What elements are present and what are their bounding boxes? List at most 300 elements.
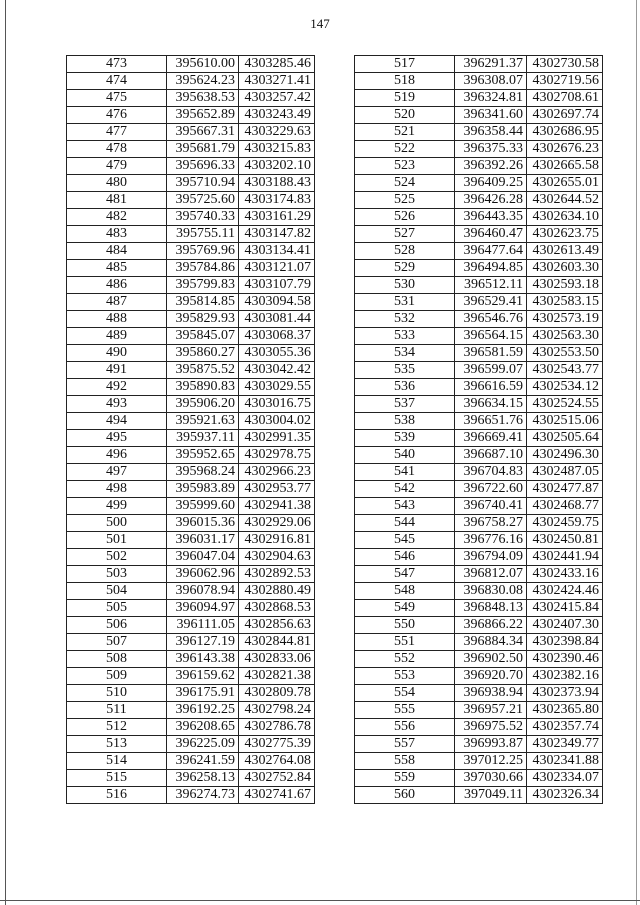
table-row: [355, 651, 603, 668]
table-row: [67, 617, 315, 634]
table-row: [355, 753, 603, 770]
table-row: [67, 753, 315, 770]
point-number-cell: 510: [67, 685, 167, 702]
point-number-cell: 484: [67, 243, 167, 260]
y-coordinate-cell: 4302634.10: [527, 209, 603, 226]
point-number-cell: 480: [67, 175, 167, 192]
x-coordinate-cell: 396062.96: [167, 566, 239, 583]
point-number-cell: 520: [355, 107, 455, 124]
point-number-cell: 526: [355, 209, 455, 226]
point-number-cell: 547: [355, 566, 455, 583]
y-coordinate-cell: 4302398.84: [527, 634, 603, 651]
table-row: [355, 243, 603, 260]
point-number-cell: 531: [355, 294, 455, 311]
x-coordinate-cell: 396512.11: [455, 277, 527, 294]
y-coordinate-cell: 4303107.79: [239, 277, 315, 294]
y-coordinate-cell: 4302697.74: [527, 107, 603, 124]
y-coordinate-cell: 4303068.37: [239, 328, 315, 345]
x-coordinate-cell: 396776.16: [455, 532, 527, 549]
y-coordinate-cell: 4302373.94: [527, 685, 603, 702]
y-coordinate-cell: 4302676.23: [527, 141, 603, 158]
y-coordinate-cell: 4303004.02: [239, 413, 315, 430]
y-coordinate-cell: 4303215.83: [239, 141, 315, 158]
point-number-cell: 533: [355, 328, 455, 345]
point-number-cell: 560: [355, 787, 455, 804]
y-coordinate-cell: 4302719.56: [527, 73, 603, 90]
point-number-cell: 516: [67, 787, 167, 804]
point-number-cell: 491: [67, 362, 167, 379]
point-number-cell: 527: [355, 226, 455, 243]
x-coordinate-cell: 395755.11: [167, 226, 239, 243]
point-number-cell: 503: [67, 566, 167, 583]
table-row: [355, 787, 603, 804]
x-coordinate-cell: 396651.76: [455, 413, 527, 430]
x-coordinate-cell: 396581.59: [455, 345, 527, 362]
x-coordinate-cell: 395652.89: [167, 107, 239, 124]
page-right-edge: [636, 0, 637, 905]
x-coordinate-cell: 396812.07: [455, 566, 527, 583]
point-number-cell: 490: [67, 345, 167, 362]
point-number-cell: 514: [67, 753, 167, 770]
x-coordinate-cell: 396740.41: [455, 498, 527, 515]
x-coordinate-cell: 395829.93: [167, 311, 239, 328]
x-coordinate-cell: 395906.20: [167, 396, 239, 413]
x-coordinate-cell: 396616.59: [455, 379, 527, 396]
point-number-cell: 538: [355, 413, 455, 430]
x-coordinate-cell: 396704.83: [455, 464, 527, 481]
table-row: [355, 362, 603, 379]
y-coordinate-cell: 4302390.46: [527, 651, 603, 668]
table-row: [67, 719, 315, 736]
y-coordinate-cell: 4302543.77: [527, 362, 603, 379]
point-number-cell: 524: [355, 175, 455, 192]
y-coordinate-cell: 4302553.50: [527, 345, 603, 362]
x-coordinate-cell: 395696.33: [167, 158, 239, 175]
table-row: [67, 141, 315, 158]
point-number-cell: 505: [67, 600, 167, 617]
table-row: [355, 141, 603, 158]
x-coordinate-cell: 395799.83: [167, 277, 239, 294]
point-number-cell: 540: [355, 447, 455, 464]
table-row: [67, 787, 315, 804]
point-number-cell: 482: [67, 209, 167, 226]
table-row: [355, 56, 603, 73]
y-coordinate-cell: 4303094.58: [239, 294, 315, 311]
table-row: [67, 328, 315, 345]
point-number-cell: 551: [355, 634, 455, 651]
x-coordinate-cell: 395610.00: [167, 56, 239, 73]
x-coordinate-cell: 395638.53: [167, 90, 239, 107]
y-coordinate-cell: 4302741.67: [239, 787, 315, 804]
table-row: [67, 396, 315, 413]
x-coordinate-cell: 395681.79: [167, 141, 239, 158]
y-coordinate-cell: 4302326.34: [527, 787, 603, 804]
x-coordinate-cell: 396758.27: [455, 515, 527, 532]
point-number-cell: 537: [355, 396, 455, 413]
x-coordinate-cell: 396375.33: [455, 141, 527, 158]
table-row: [355, 583, 603, 600]
x-coordinate-cell: 396127.19: [167, 634, 239, 651]
y-coordinate-cell: 4302809.78: [239, 685, 315, 702]
y-coordinate-cell: 4303134.41: [239, 243, 315, 260]
y-coordinate-cell: 4303161.29: [239, 209, 315, 226]
point-number-cell: 553: [355, 668, 455, 685]
table-row: [67, 770, 315, 787]
point-number-cell: 518: [355, 73, 455, 90]
point-number-cell: 536: [355, 379, 455, 396]
y-coordinate-cell: 4302856.63: [239, 617, 315, 634]
y-coordinate-cell: 4302365.80: [527, 702, 603, 719]
x-coordinate-cell: 396848.13: [455, 600, 527, 617]
y-coordinate-cell: 4302593.18: [527, 277, 603, 294]
y-coordinate-cell: 4302833.06: [239, 651, 315, 668]
point-number-cell: 559: [355, 770, 455, 787]
point-number-cell: 525: [355, 192, 455, 209]
y-coordinate-cell: 4302929.06: [239, 515, 315, 532]
y-coordinate-cell: 4302334.07: [527, 770, 603, 787]
x-coordinate-cell: 396291.37: [455, 56, 527, 73]
table-row: [67, 549, 315, 566]
point-number-cell: 512: [67, 719, 167, 736]
point-number-cell: 557: [355, 736, 455, 753]
x-coordinate-cell: 395710.94: [167, 175, 239, 192]
y-coordinate-cell: 4302941.38: [239, 498, 315, 515]
y-coordinate-cell: 4303271.41: [239, 73, 315, 90]
y-coordinate-cell: 4302441.94: [527, 549, 603, 566]
table-row: [67, 464, 315, 481]
table-row: [355, 226, 603, 243]
table-row: [355, 107, 603, 124]
y-coordinate-cell: 4302764.08: [239, 753, 315, 770]
table-row: [67, 583, 315, 600]
y-coordinate-cell: 4302623.75: [527, 226, 603, 243]
y-coordinate-cell: 4302868.53: [239, 600, 315, 617]
table-row: [355, 413, 603, 430]
point-number-cell: 473: [67, 56, 167, 73]
y-coordinate-cell: 4302487.05: [527, 464, 603, 481]
y-coordinate-cell: 4302644.52: [527, 192, 603, 209]
table-row: [67, 379, 315, 396]
y-coordinate-cell: 4302382.16: [527, 668, 603, 685]
point-number-cell: 542: [355, 481, 455, 498]
point-number-cell: 478: [67, 141, 167, 158]
point-number-cell: 485: [67, 260, 167, 277]
table-row: [67, 226, 315, 243]
x-coordinate-cell: 396794.09: [455, 549, 527, 566]
point-number-cell: 500: [67, 515, 167, 532]
y-coordinate-cell: 4302563.30: [527, 328, 603, 345]
point-number-cell: 476: [67, 107, 167, 124]
point-number-cell: 554: [355, 685, 455, 702]
table-row: [67, 56, 315, 73]
y-coordinate-cell: 4302966.23: [239, 464, 315, 481]
point-number-cell: 529: [355, 260, 455, 277]
x-coordinate-cell: 395624.23: [167, 73, 239, 90]
x-coordinate-cell: 396866.22: [455, 617, 527, 634]
x-coordinate-cell: 395890.83: [167, 379, 239, 396]
table-row: [67, 158, 315, 175]
y-coordinate-cell: 4302953.77: [239, 481, 315, 498]
x-coordinate-cell: 396884.34: [455, 634, 527, 651]
table-row: [355, 73, 603, 90]
point-number-cell: 504: [67, 583, 167, 600]
x-coordinate-cell: 396031.17: [167, 532, 239, 549]
point-number-cell: 528: [355, 243, 455, 260]
table-row: [67, 702, 315, 719]
table-row: [355, 124, 603, 141]
x-coordinate-cell: 396241.59: [167, 753, 239, 770]
y-coordinate-cell: 4302573.19: [527, 311, 603, 328]
y-coordinate-cell: 4302424.46: [527, 583, 603, 600]
x-coordinate-cell: 395937.11: [167, 430, 239, 447]
y-coordinate-cell: 4302496.30: [527, 447, 603, 464]
point-number-cell: 499: [67, 498, 167, 515]
y-coordinate-cell: 4302775.39: [239, 736, 315, 753]
x-coordinate-cell: 396308.07: [455, 73, 527, 90]
x-coordinate-cell: 395952.65: [167, 447, 239, 464]
point-number-cell: 544: [355, 515, 455, 532]
point-number-cell: 539: [355, 430, 455, 447]
y-coordinate-cell: 4303202.10: [239, 158, 315, 175]
point-number-cell: 556: [355, 719, 455, 736]
y-coordinate-cell: 4303188.43: [239, 175, 315, 192]
x-coordinate-cell: 396993.87: [455, 736, 527, 753]
y-coordinate-cell: 4303257.42: [239, 90, 315, 107]
y-coordinate-cell: 4303285.46: [239, 56, 315, 73]
x-coordinate-cell: 396409.25: [455, 175, 527, 192]
x-coordinate-cell: 396159.62: [167, 668, 239, 685]
x-coordinate-cell: 395999.60: [167, 498, 239, 515]
x-coordinate-cell: 396669.41: [455, 430, 527, 447]
y-coordinate-cell: 4302730.58: [527, 56, 603, 73]
point-number-cell: 495: [67, 430, 167, 447]
x-coordinate-cell: 396392.26: [455, 158, 527, 175]
table-row: [355, 481, 603, 498]
point-number-cell: 497: [67, 464, 167, 481]
x-coordinate-cell: 396111.05: [167, 617, 239, 634]
table-row: [67, 260, 315, 277]
x-coordinate-cell: 395845.07: [167, 328, 239, 345]
y-coordinate-cell: 4302349.77: [527, 736, 603, 753]
x-coordinate-cell: 396324.81: [455, 90, 527, 107]
table-row: [355, 549, 603, 566]
y-coordinate-cell: 4303121.07: [239, 260, 315, 277]
y-coordinate-cell: 4302477.87: [527, 481, 603, 498]
coordinates-table-right: [354, 55, 603, 804]
x-coordinate-cell: 395769.96: [167, 243, 239, 260]
x-coordinate-cell: 397049.11: [455, 787, 527, 804]
y-coordinate-cell: 4302880.49: [239, 583, 315, 600]
y-coordinate-cell: 4302798.24: [239, 702, 315, 719]
table-row: [67, 481, 315, 498]
x-coordinate-cell: 395983.89: [167, 481, 239, 498]
x-coordinate-cell: 396015.36: [167, 515, 239, 532]
table-row: [355, 311, 603, 328]
x-coordinate-cell: 396274.73: [167, 787, 239, 804]
point-number-cell: 543: [355, 498, 455, 515]
page-left-edge: [5, 0, 6, 905]
page-bottom-edge: [0, 900, 640, 901]
table-row: [67, 651, 315, 668]
table-row: [67, 277, 315, 294]
table-row: [67, 685, 315, 702]
point-number-cell: 506: [67, 617, 167, 634]
y-coordinate-cell: 4302603.30: [527, 260, 603, 277]
table-row: [67, 345, 315, 362]
y-coordinate-cell: 4302916.81: [239, 532, 315, 549]
point-number-cell: 496: [67, 447, 167, 464]
point-number-cell: 545: [355, 532, 455, 549]
table-row: [67, 447, 315, 464]
y-coordinate-cell: 4302524.55: [527, 396, 603, 413]
table-row: [67, 600, 315, 617]
point-number-cell: 550: [355, 617, 455, 634]
point-number-cell: 552: [355, 651, 455, 668]
page-number: 147: [310, 16, 330, 31]
table-row: [67, 192, 315, 209]
x-coordinate-cell: 396529.41: [455, 294, 527, 311]
point-number-cell: 517: [355, 56, 455, 73]
y-coordinate-cell: 4303174.83: [239, 192, 315, 209]
table-row: [355, 379, 603, 396]
point-number-cell: 530: [355, 277, 455, 294]
x-coordinate-cell: 396975.52: [455, 719, 527, 736]
x-coordinate-cell: 396687.10: [455, 447, 527, 464]
y-coordinate-cell: 4302357.74: [527, 719, 603, 736]
point-number-cell: 534: [355, 345, 455, 362]
table-row: [355, 192, 603, 209]
table-row: [355, 634, 603, 651]
x-coordinate-cell: 395968.24: [167, 464, 239, 481]
x-coordinate-cell: 396225.09: [167, 736, 239, 753]
table-row: [355, 702, 603, 719]
y-coordinate-cell: 4302415.84: [527, 600, 603, 617]
point-number-cell: 558: [355, 753, 455, 770]
y-coordinate-cell: 4302534.12: [527, 379, 603, 396]
x-coordinate-cell: 396599.07: [455, 362, 527, 379]
table-row: [355, 396, 603, 413]
x-coordinate-cell: 395725.60: [167, 192, 239, 209]
x-coordinate-cell: 396564.15: [455, 328, 527, 345]
x-coordinate-cell: 396494.85: [455, 260, 527, 277]
y-coordinate-cell: 4302665.58: [527, 158, 603, 175]
table-row: [67, 362, 315, 379]
x-coordinate-cell: 396443.35: [455, 209, 527, 226]
y-coordinate-cell: 4302450.81: [527, 532, 603, 549]
table-row: [67, 73, 315, 90]
table-row: [67, 175, 315, 192]
point-number-cell: 488: [67, 311, 167, 328]
point-number-cell: 515: [67, 770, 167, 787]
table-row: [355, 736, 603, 753]
point-number-cell: 519: [355, 90, 455, 107]
x-coordinate-cell: 396920.70: [455, 668, 527, 685]
x-coordinate-cell: 395667.31: [167, 124, 239, 141]
x-coordinate-cell: 396460.47: [455, 226, 527, 243]
table-row: [67, 736, 315, 753]
table-row: [67, 311, 315, 328]
point-number-cell: 507: [67, 634, 167, 651]
point-number-cell: 509: [67, 668, 167, 685]
point-number-cell: 555: [355, 702, 455, 719]
x-coordinate-cell: 396546.76: [455, 311, 527, 328]
table-row: [355, 90, 603, 107]
x-coordinate-cell: 396208.65: [167, 719, 239, 736]
table-row: [67, 532, 315, 549]
table-row: [355, 617, 603, 634]
table-row: [355, 685, 603, 702]
point-number-cell: 492: [67, 379, 167, 396]
point-number-cell: 521: [355, 124, 455, 141]
y-coordinate-cell: 4303243.49: [239, 107, 315, 124]
point-number-cell: 546: [355, 549, 455, 566]
x-coordinate-cell: 396426.28: [455, 192, 527, 209]
point-number-cell: 502: [67, 549, 167, 566]
table-row: [67, 515, 315, 532]
table-row: [67, 107, 315, 124]
table-row: [355, 770, 603, 787]
y-coordinate-cell: 4302991.35: [239, 430, 315, 447]
table-row: [355, 600, 603, 617]
point-number-cell: 508: [67, 651, 167, 668]
y-coordinate-cell: 4303147.82: [239, 226, 315, 243]
table-row: [355, 277, 603, 294]
x-coordinate-cell: 395875.52: [167, 362, 239, 379]
table-row: [67, 430, 315, 447]
x-coordinate-cell: 396078.94: [167, 583, 239, 600]
y-coordinate-cell: 4302515.06: [527, 413, 603, 430]
y-coordinate-cell: 4302655.01: [527, 175, 603, 192]
table-row: [355, 430, 603, 447]
point-number-cell: 493: [67, 396, 167, 413]
table-row: [355, 158, 603, 175]
x-coordinate-cell: 396477.64: [455, 243, 527, 260]
point-number-cell: 511: [67, 702, 167, 719]
y-coordinate-cell: 4302821.38: [239, 668, 315, 685]
y-coordinate-cell: 4303055.36: [239, 345, 315, 362]
point-number-cell: 501: [67, 532, 167, 549]
y-coordinate-cell: 4302505.64: [527, 430, 603, 447]
x-coordinate-cell: 396341.60: [455, 107, 527, 124]
table-row: [67, 124, 315, 141]
point-number-cell: 494: [67, 413, 167, 430]
x-coordinate-cell: 395784.86: [167, 260, 239, 277]
x-coordinate-cell: 396957.21: [455, 702, 527, 719]
point-number-cell: 474: [67, 73, 167, 90]
x-coordinate-cell: 396047.04: [167, 549, 239, 566]
point-number-cell: 535: [355, 362, 455, 379]
y-coordinate-cell: 4303029.55: [239, 379, 315, 396]
table-row: [355, 566, 603, 583]
point-number-cell: 481: [67, 192, 167, 209]
point-number-cell: 487: [67, 294, 167, 311]
y-coordinate-cell: 4302786.78: [239, 719, 315, 736]
y-coordinate-cell: 4303016.75: [239, 396, 315, 413]
x-coordinate-cell: 396143.38: [167, 651, 239, 668]
point-number-cell: 513: [67, 736, 167, 753]
table-row: [355, 447, 603, 464]
y-coordinate-cell: 4302752.84: [239, 770, 315, 787]
point-number-cell: 479: [67, 158, 167, 175]
table-row: [67, 243, 315, 260]
x-coordinate-cell: 395921.63: [167, 413, 239, 430]
table-row: [67, 566, 315, 583]
x-coordinate-cell: 396938.94: [455, 685, 527, 702]
table-row: [355, 719, 603, 736]
y-coordinate-cell: 4302708.61: [527, 90, 603, 107]
x-coordinate-cell: 396258.13: [167, 770, 239, 787]
y-coordinate-cell: 4302468.77: [527, 498, 603, 515]
